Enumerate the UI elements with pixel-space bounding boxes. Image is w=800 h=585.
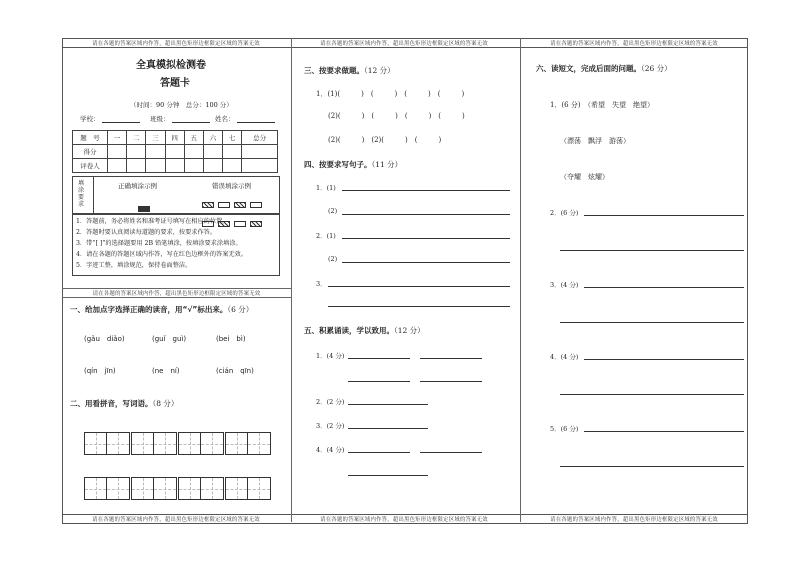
correct-fill-label: 正确填涂示例 — [118, 182, 157, 190]
section2-title-text: 二、用看拼音，写词语。 — [70, 399, 153, 408]
bottom-notice-1: 请在各题的答案区域内作答，超出黑色矩形边框限定区域的答案无效 — [92, 517, 260, 523]
section3-row1[interactable]: 1．(1)( ) ( ) ( ) ( ) — [316, 90, 465, 98]
fill-guide-divider — [93, 176, 94, 213]
score-header: 总分 — [242, 131, 278, 145]
name-label: 姓名： — [215, 115, 235, 123]
answer-line[interactable] — [348, 404, 428, 405]
score-cell[interactable] — [165, 145, 184, 159]
answer-line[interactable] — [342, 190, 510, 191]
score-cell[interactable] — [146, 145, 165, 159]
score-cell[interactable] — [203, 159, 222, 173]
section5-title-text: 五、积累诵读，学以致用。 — [304, 326, 394, 335]
answer-line[interactable] — [560, 394, 744, 395]
writing-grid[interactable] — [84, 432, 130, 455]
pinyin-option[interactable]: (cián qīn) — [216, 367, 254, 375]
score-cell[interactable] — [242, 159, 278, 173]
answer-line[interactable] — [328, 306, 510, 307]
class-label: 班级： — [150, 115, 170, 123]
score-cell[interactable] — [146, 159, 165, 173]
writing-grid[interactable] — [225, 432, 271, 455]
score-cell[interactable] — [165, 159, 184, 173]
score-table — [72, 130, 278, 173]
section4-label: (2) — [328, 207, 338, 215]
section6-points: （26 分） — [641, 64, 672, 73]
name-field[interactable] — [215, 114, 275, 123]
score-cell[interactable] — [223, 145, 242, 159]
top-notice-2: 请在各题的答案区域内作答，超出黑色矩形边框限定区域的答案无效 — [320, 41, 488, 47]
bottom-notice-2: 请在各题的答案区域内作答，超出黑色矩形边框限定区域的答案无效 — [320, 517, 488, 523]
column-divider-2 — [520, 38, 521, 522]
section2-title — [70, 398, 178, 409]
section4-label: (2) — [328, 255, 338, 263]
score-row-label: 得分 — [73, 145, 108, 159]
section5-label: 3．(2 分) — [316, 422, 345, 430]
rule-item: 1．答题前，务必将姓名和准考证号填写在相应的位置。 — [76, 218, 229, 225]
answer-line[interactable] — [584, 215, 744, 216]
exam-subtitle: 答题卡 — [160, 78, 190, 89]
answer-line[interactable] — [348, 381, 410, 382]
writing-grid[interactable] — [84, 477, 130, 500]
score-header: 四 — [165, 131, 184, 145]
section4-title — [304, 159, 402, 170]
section1-title-text: 一、给加点字选择正确的读音，用“√”标出来。 — [70, 305, 228, 314]
score-cell[interactable] — [108, 145, 127, 159]
col1-divider-2 — [62, 297, 291, 298]
answer-line[interactable] — [348, 358, 410, 359]
time-info: （时间：90 分钟 总分：100 分） — [130, 101, 233, 109]
section5-label: 4．(4 分) — [316, 446, 345, 454]
section6-label: 2．(6 分) — [550, 209, 579, 217]
answer-line[interactable] — [560, 250, 744, 251]
top-notice-1: 请在各题的答案区域内作答，超出黑色矩形边框限定区域的答案无效 — [92, 41, 260, 47]
section6-q1-words-c[interactable]: （夺耀 炫耀） — [560, 173, 609, 181]
answer-line[interactable] — [560, 466, 744, 467]
writing-grid[interactable] — [131, 432, 177, 455]
score-header: 二 — [127, 131, 146, 145]
answer-line[interactable] — [348, 452, 410, 453]
score-cell[interactable] — [127, 159, 146, 173]
writing-grid[interactable] — [131, 477, 177, 500]
section2-points: （8 分） — [152, 399, 179, 408]
section6-q1-words-b[interactable]: （漂荡 飘浮 游荡） — [560, 137, 630, 145]
section5-title — [304, 325, 425, 336]
top-notice-3: 请在各题的答案区域内作答，超出黑色矩形边框限定区域的答案无效 — [550, 41, 718, 47]
wrong-fill-label: 错误填涂示例 — [212, 182, 251, 190]
pinyin-option[interactable]: (bei bì) — [216, 335, 246, 343]
score-header: 三 — [146, 131, 165, 145]
section5-label: 1．(4 分) — [316, 352, 345, 360]
pinyin-option[interactable]: (guǐ guì) — [152, 335, 187, 343]
rule-item: 4．请在各题的答题区域内作答，写在红色边框外的答案无效。 — [76, 251, 247, 258]
rules-list — [76, 216, 247, 271]
answer-line[interactable] — [584, 359, 744, 360]
answer-line[interactable] — [584, 287, 744, 288]
school-field[interactable] — [80, 114, 140, 123]
section6-q1-words-a[interactable]: （希望 失望 绝望） — [584, 101, 654, 109]
exam-title: 全真模拟检测卷 — [136, 60, 206, 71]
score-cell[interactable] — [127, 145, 146, 159]
section1-title — [70, 304, 253, 315]
answer-line[interactable] — [420, 358, 482, 359]
bottom-notice-3: 请在各题的答案区域内作答，超出黑色矩形边框限定区域的答案无效 — [550, 517, 718, 523]
pinyin-option[interactable]: (gǎu diǎo) — [84, 335, 125, 343]
section1-points: （6 分） — [227, 305, 254, 314]
school-label: 学校： — [80, 115, 100, 123]
score-cell[interactable] — [203, 145, 222, 159]
score-header: 六 — [203, 131, 222, 145]
section5-label: 2．(2 分) — [316, 398, 345, 406]
section3-title — [304, 65, 395, 76]
fill-guide-label: 填涂要求 — [78, 180, 85, 208]
answer-line[interactable] — [420, 381, 482, 382]
section4-label: 1．(1) — [316, 184, 336, 192]
answer-line[interactable] — [328, 286, 510, 287]
score-cell[interactable] — [223, 159, 242, 173]
pinyin-option[interactable]: (qín jīn) — [84, 367, 116, 375]
rule-item: 5．字迹工整，填涂规范，保持卷面整洁。 — [76, 262, 192, 269]
section6-title-text: 六、读短文，完成后面的问题。 — [536, 64, 641, 73]
section6-q1-label: 1．(6 分) — [550, 101, 581, 109]
answer-line[interactable] — [342, 238, 510, 239]
score-header: 一 — [108, 131, 127, 145]
section6-title — [536, 63, 672, 74]
section4-points: （11 分） — [371, 160, 403, 169]
pinyin-option[interactable]: (ne ní) — [152, 367, 180, 375]
score-cell[interactable] — [108, 159, 127, 173]
score-row-label: 评卷人 — [73, 159, 108, 173]
column-divider-1 — [291, 38, 292, 522]
answer-line[interactable] — [342, 262, 510, 263]
score-header: 七 — [223, 131, 242, 145]
writing-grid[interactable] — [225, 477, 271, 500]
class-field[interactable] — [150, 114, 210, 123]
mid-notice: 请在各题的答案区域内作答，超出黑色矩形边框限定区域的答案无效 — [92, 291, 261, 297]
score-cell[interactable] — [242, 145, 278, 159]
section4-label: 2．(1) — [316, 232, 336, 240]
answer-line[interactable] — [560, 322, 744, 323]
rule-item: 3．带“[ ]”的选择题要用 2B 铅笔填涂，按填涂要求涂填涂。 — [76, 240, 242, 247]
section4-title-text: 四、按要求写句子。 — [304, 160, 372, 169]
rule-item: 2．答题时要认真阅读每道题的要求，按要求作答。 — [76, 229, 217, 236]
section6-label: 3．(4 分) — [550, 281, 579, 289]
answer-line[interactable] — [342, 214, 510, 215]
section4-label: 3． — [316, 280, 327, 288]
score-header: 题 号 — [73, 131, 108, 145]
answer-line[interactable] — [584, 431, 744, 432]
section5-points: （12 分） — [394, 326, 425, 335]
writing-grid[interactable] — [178, 432, 224, 455]
section3-points: （12 分） — [364, 66, 395, 75]
score-header: 五 — [184, 131, 203, 145]
writing-grid[interactable] — [178, 477, 224, 500]
answer-line[interactable] — [348, 475, 428, 476]
answer-line[interactable] — [348, 428, 428, 429]
section3-row2[interactable]: (2)( ) ( ) ( ) ( ) — [328, 112, 465, 120]
score-cell[interactable] — [184, 159, 203, 173]
section3-title-text: 三、按要求做题。 — [304, 66, 364, 75]
section3-row3[interactable]: (2)( ) (2)( ) ( ) — [328, 136, 442, 144]
score-cell[interactable] — [184, 145, 203, 159]
section6-label: 4．(4 分) — [550, 353, 579, 361]
section6-label: 5．(6 分) — [550, 425, 579, 433]
answer-line[interactable] — [420, 452, 482, 453]
